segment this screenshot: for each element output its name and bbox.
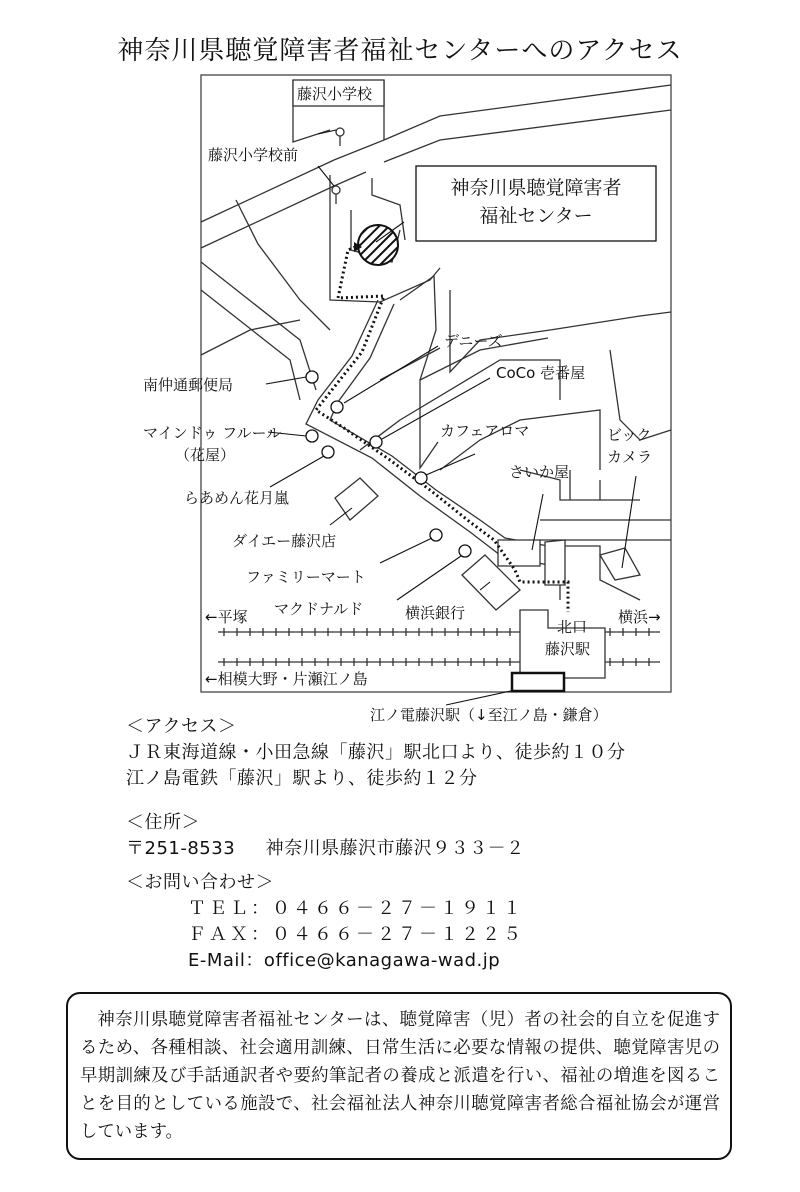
- label-school: 藤沢小学校: [297, 85, 373, 103]
- postal-code: 〒251-8533: [126, 838, 236, 859]
- contact-tel: ＴＥＬ：０４６６－２７－１９１１: [188, 898, 524, 919]
- contact-section: [126, 870, 524, 974]
- access-heading: ＜アクセス＞: [126, 716, 237, 737]
- label-bic-2: カメラ: [607, 448, 653, 466]
- label-yokohama-bank: 横浜銀行: [405, 604, 466, 622]
- label-mind-fleur-1: マインドゥ フルール: [143, 424, 282, 442]
- label-right-dir: 横浜→: [618, 608, 661, 626]
- label-station-2: 藤沢駅: [545, 640, 591, 658]
- label-bic-1: ビック: [607, 426, 652, 444]
- label-daiei: ダイエー藤沢店: [232, 532, 337, 550]
- label-bottom-dir: ←相模大野・片瀬江ノ島: [205, 670, 368, 688]
- label-cafe: カフェアロマ: [440, 422, 530, 440]
- label-enoden: 江ノ電藤沢駅（↓至江ノ島・鎌倉）: [370, 706, 608, 724]
- address-section: [126, 810, 525, 862]
- landmark-markers: [306, 371, 471, 557]
- label-mcdonalds: マクドナルド: [274, 600, 364, 618]
- description-box: [66, 992, 732, 1160]
- label-center-1: 神奈川県聴覚障害者: [450, 177, 622, 199]
- label-suika: さいか屋: [509, 463, 570, 481]
- contact-fax: ＦＡＸ：０４６６－２７－１２２５: [188, 924, 524, 945]
- enoden-station-box: [512, 673, 564, 691]
- label-center-2: 福祉センター: [479, 205, 593, 227]
- address-text: 神奈川県藤沢市藤沢９３３－２: [265, 838, 525, 859]
- description-text: 神奈川県聴覚障害者福祉センターは、聴覚障害（児）者の社会的自立を促進するため、各種相談、社会適用訓練、日常生活に必要な情報の提供、聴覚障害児の早期訓練及び手話通訳者や要約筆記者の養成と派遣を行い、福祉の増進を図ることを目的としている施設で、社会福祉法人神奈川聴覚障害者総合福祉協会が運営しています。: [80, 1010, 720, 1142]
- label-familymart: ファミリーマート: [246, 568, 366, 586]
- label-dennys: デニーズ: [444, 332, 503, 350]
- label-coco: CoCo 壱番屋: [496, 364, 586, 382]
- address-heading: ＜住所＞: [126, 812, 200, 833]
- label-school-stop: 藤沢小学校前: [208, 146, 299, 164]
- label-left-dir: ←平塚: [205, 608, 248, 626]
- label-post-office: 南仲通郵便局: [143, 376, 234, 394]
- contact-heading: ＜お問い合わせ＞: [126, 872, 274, 893]
- label-station-1: 北口: [557, 618, 588, 636]
- page-title: 神奈川県聴覚障害者福祉センターへのアクセス: [117, 36, 683, 66]
- access-line-jr: ＪＲ東海道線・小田急線「藤沢」駅北口より、徒歩約１０分: [126, 742, 626, 763]
- bus-stop-icon: [332, 128, 344, 204]
- contact-email[interactable]: E-Mail：office@kanagawa-wad.jp: [188, 950, 501, 971]
- access-section: [126, 714, 626, 792]
- access-line-enoden: 江ノ島電鉄「藤沢」駅より、徒歩約１２分: [126, 768, 478, 789]
- label-mind-fleur-2: （花屋）: [175, 446, 236, 464]
- label-ramen: らあめん花月嵐: [184, 489, 290, 507]
- address-line: [126, 836, 525, 862]
